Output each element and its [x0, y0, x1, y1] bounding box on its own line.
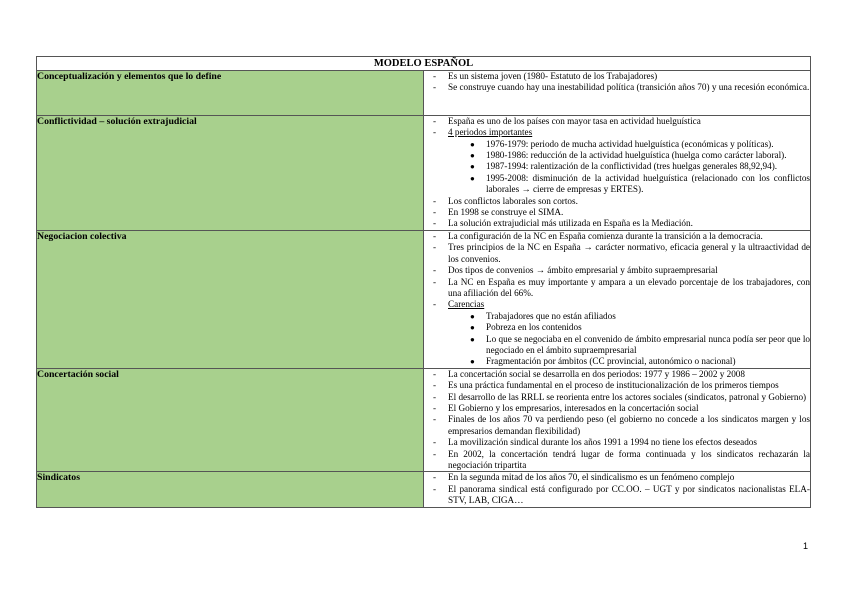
sub-list-item-text: 1995-2008: disminución de la actividad huelguística (relacionado con los conflictos laborales → cierre de empresas y ERTES).	[486, 172, 810, 195]
list-item	[424, 392, 810, 403]
sub-list-item-text: Fragmentación por ámbitos (CC provincial, autonómico o nacional)	[486, 356, 736, 367]
dash-marker: -	[433, 115, 437, 126]
dash-marker: -	[433, 391, 437, 402]
section-content	[424, 71, 811, 116]
sub-list-item	[424, 334, 810, 357]
section-row	[37, 368, 811, 472]
list-item	[424, 218, 810, 229]
list-item	[424, 437, 810, 448]
list-item	[424, 242, 810, 265]
section-content	[424, 472, 811, 507]
bullet-icon: ●	[470, 357, 475, 367]
list-item-text: En 2002, la concertación tendrá lugar de forma continuada y los sindicatos rechazarán la negociación tripartita	[448, 448, 810, 470]
list-item	[424, 449, 810, 472]
sub-list-item-text: Lo que se negociaba en el convenido de ámbito empresarial nunca podía ser peor que lo negociado en el ámbito supraempresarial	[486, 333, 810, 355]
section-row	[37, 71, 811, 116]
list-item-text: La NC en España es muy importante y ampara a un elevado porcentaje de los trabajadores, con una afiliación del 66%.	[448, 276, 810, 298]
list-item-text: 4 periodos importantes	[448, 127, 533, 138]
list-item-text: El desarrollo de las RRLL se reorienta entre los actores sociales (sindicatos, patronal y Gobierno)	[448, 391, 807, 402]
table-title: MODELO ESPAÑOL	[37, 57, 811, 71]
cell-spacer	[424, 94, 810, 115]
section-content	[424, 368, 811, 472]
dash-marker: -	[433, 230, 437, 241]
list-item-text: España es uno de los países con mayor tasa en actividad huelguística	[448, 115, 701, 126]
list-item-text: Los conflictos laborales son cortos.	[448, 195, 578, 206]
list-item	[424, 116, 810, 127]
sub-list-item-text: 1987-1994: ralentización de la conflictividad (tres huelgas generales 88,92,94).	[486, 161, 778, 172]
list-item	[424, 299, 810, 310]
dash-marker: -	[433, 299, 437, 310]
list-item-text: Es un sistema joven (1980- Estatuto de los Trabajadores)	[448, 71, 658, 81]
dash-marker: -	[433, 483, 437, 494]
list-item	[424, 127, 810, 138]
sub-list-item	[424, 161, 810, 172]
list-item-text: La concertación social se desarrolla en dos periodos: 1977 y 1986 – 2002 y 2008	[448, 368, 745, 379]
list-item	[424, 403, 810, 414]
dash-marker: -	[433, 127, 437, 138]
sub-list-item-text: Trabajadores que no están afiliados	[486, 310, 616, 321]
sub-list-item	[424, 322, 810, 333]
sub-list-item-text: 1980-1986: reducción de la actividad huelguística (huelga como carácter laboral).	[486, 150, 787, 161]
dash-marker: -	[433, 218, 437, 229]
dash-marker: -	[433, 82, 437, 93]
dash-marker: -	[433, 448, 437, 459]
list-item-text: Dos tipos de convenios → ámbito empresarial y ámbito supraempresarial	[448, 265, 718, 276]
list-item-text: La movilización sindical durante los años 1991 a 1994 no tiene los efectos deseados	[448, 437, 757, 448]
list-item-text: Es una práctica fundamental en el proceso de institucionalización de los primeros tiempos	[448, 380, 779, 391]
model-table-body	[37, 57, 811, 508]
list-item	[424, 207, 810, 218]
sub-list-item-text: 1976-1979: periodo de mucha actividad huelguística (económicas y políticas).	[486, 138, 774, 149]
bullet-icon: ●	[470, 311, 475, 321]
section-topic: Negociacion colectiva	[37, 230, 424, 368]
list-item	[424, 414, 810, 437]
dash-marker: -	[433, 242, 437, 253]
title-row	[37, 57, 811, 71]
dash-marker: -	[433, 368, 437, 379]
sub-list-item	[424, 311, 810, 322]
list-item-text: Tres principios de la NC en España → carácter normativo, eficacia general y la ultraactividad de los convenios.	[448, 242, 810, 264]
dash-marker: -	[433, 207, 437, 218]
list-item-text: La solución extrajudicial más utilizada en España es la Mediación.	[448, 218, 693, 229]
page-number: 1	[802, 541, 808, 551]
bullet-icon: ●	[470, 334, 475, 344]
section-content	[424, 115, 811, 230]
list-item-text: Carencias	[448, 299, 485, 310]
dash-marker: -	[433, 414, 437, 425]
section-content	[424, 230, 811, 368]
dash-marker: -	[433, 402, 437, 413]
sub-list-item	[424, 173, 810, 196]
list-item-text: Finales de los años 70 va perdiendo peso (el gobierno no concede a los sindicatos margen y los empresarios demandan flexibilidad)	[448, 414, 810, 436]
dash-marker: -	[433, 71, 437, 81]
dash-marker: -	[433, 276, 437, 287]
sub-list-item	[424, 150, 810, 161]
bullet-icon: ●	[470, 162, 475, 172]
sub-list-item	[424, 356, 810, 367]
list-item-text: El panorama sindical está configurado por CC.OO. – UGT y por sindicatos nacionalistas ELA-STV, LAB, CIGA…	[448, 483, 810, 506]
bullet-icon: ●	[470, 151, 475, 161]
section-topic: Conflictividad – solución extrajudicial	[37, 115, 424, 230]
list-item	[424, 231, 810, 242]
sub-list-item	[424, 139, 810, 150]
list-item	[424, 71, 810, 82]
section-topic: Conceptualización y elementos que lo define	[37, 71, 424, 116]
dash-marker: -	[433, 437, 437, 448]
list-item	[424, 265, 810, 276]
bullet-icon: ●	[470, 323, 475, 333]
section-topic: Sindicatos	[37, 472, 424, 507]
list-item-text: El Gobierno y los empresarios, interesados en la concertación social	[448, 402, 699, 413]
section-row	[37, 472, 811, 507]
section-row	[37, 115, 811, 230]
model-table	[36, 56, 811, 508]
section-topic: Concertación social	[37, 368, 424, 472]
dash-marker: -	[433, 380, 437, 391]
list-item	[424, 380, 810, 391]
sub-list-item-text: Pobreza en los contenidos	[486, 322, 582, 333]
list-item-text: Se construye cuando hay una inestabilidad política (transición años 70) y una recesión económica.	[448, 82, 810, 93]
list-item-text: En la segunda mitad de los años 70, el sindicalismo es un fenómeno complejo	[448, 472, 735, 483]
list-item-text: La configuración de la NC en España comienza durante la transición a la democracia.	[448, 230, 763, 241]
list-item	[424, 196, 810, 207]
bullet-icon: ●	[470, 139, 475, 149]
list-item	[424, 277, 810, 300]
list-item	[424, 82, 810, 93]
bullet-icon: ●	[470, 173, 475, 183]
dash-marker: -	[433, 472, 437, 483]
list-item	[424, 369, 810, 380]
list-item-text: En 1998 se construye el SIMA.	[448, 207, 564, 218]
dash-marker: -	[433, 265, 437, 276]
list-item	[424, 484, 810, 507]
list-item	[424, 472, 810, 483]
section-row	[37, 230, 811, 368]
dash-marker: -	[433, 195, 437, 206]
